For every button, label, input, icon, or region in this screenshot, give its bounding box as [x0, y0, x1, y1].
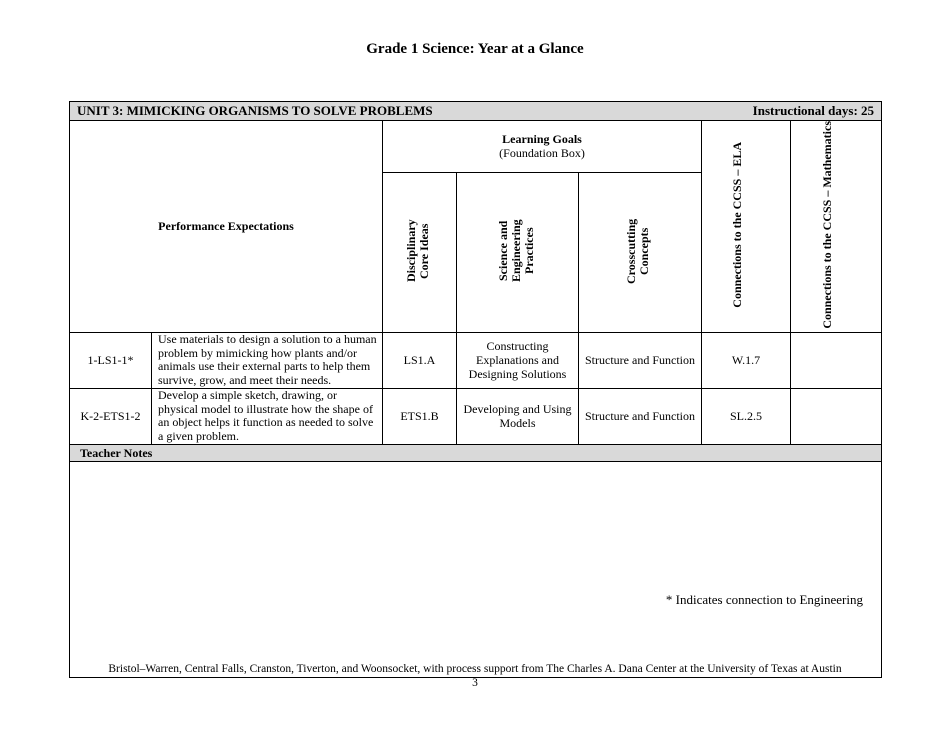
pe-description: Use materials to design a solution to a human problem by mimicking how plants and/or animals use their external parts to help them survive, grow, and meet their needs. — [152, 332, 383, 388]
performance-expectations-label: Performance Expectations — [158, 219, 294, 234]
pe-code: 1-LS1-1* — [70, 332, 152, 388]
ela-header-label: Connections to the CCSS – ELA — [730, 141, 744, 308]
engineering-footnote: * Indicates connection to Engineering — [665, 592, 863, 607]
sep-value: Constructing Explanations and Designing Solutions — [457, 332, 579, 388]
dci-value: ETS1.B — [383, 388, 457, 444]
goals-header-row — [70, 121, 882, 173]
ccc-header-label: Crosscutting Concepts — [624, 218, 651, 284]
math-value — [791, 332, 882, 388]
unit-header-row — [70, 102, 882, 121]
page-footer — [0, 662, 950, 690]
ccc-value: Structure and Function — [579, 388, 702, 444]
dci-header — [383, 172, 457, 332]
ela-value: SL.2.5 — [702, 388, 791, 444]
math-value — [791, 388, 882, 444]
unit-title: UNIT 3: MIMICKING ORGANISMS TO SOLVE PROBLEMS — [77, 103, 433, 118]
math-header — [791, 121, 882, 333]
teacher-notes-label: Teacher Notes — [70, 444, 882, 461]
math-header-label: Connections to the CCSS – Mathematics — [820, 121, 835, 329]
ccc-value: Structure and Function — [579, 332, 702, 388]
pe-description: Develop a simple sketch, drawing, or physical model to illustrate how the shape of an object helps it function as needed to solve a given problem. — [152, 388, 383, 444]
page-number: 3 — [472, 677, 478, 689]
learning-goals-header — [383, 121, 702, 173]
performance-expectations-header — [70, 121, 383, 333]
ela-header — [702, 121, 791, 333]
footer-credit: Bristol–Warren, Central Falls, Cranston, Tiverton, and Woonsocket, with process support from The Charles A. Dana Center at the University of Texas at Austin — [108, 663, 842, 675]
dci-value: LS1.A — [383, 332, 457, 388]
sep-header-label: Science and Engineering Practices — [495, 219, 536, 282]
foundation-box-label: (Foundation Box) — [499, 146, 585, 161]
sep-header — [457, 172, 579, 332]
ela-value: W.1.7 — [702, 332, 791, 388]
dci-header-label: Disciplinary Core Ideas — [403, 219, 431, 282]
pe-code: K-2-ETS1-2 — [70, 388, 152, 444]
teacher-notes-header-row — [70, 444, 882, 461]
ccc-header — [579, 172, 702, 332]
table-row — [70, 332, 882, 388]
learning-goals-label: Learning Goals — [502, 132, 582, 147]
teacher-notes-area[interactable] — [70, 461, 882, 677]
table-row — [70, 388, 882, 444]
teacher-notes-body-row — [70, 461, 882, 677]
sep-value: Developing and Using Models — [457, 388, 579, 444]
page-title: Grade 1 Science: Year at a Glance — [366, 41, 584, 57]
instructional-days: Instructional days: 25 — [752, 103, 875, 118]
